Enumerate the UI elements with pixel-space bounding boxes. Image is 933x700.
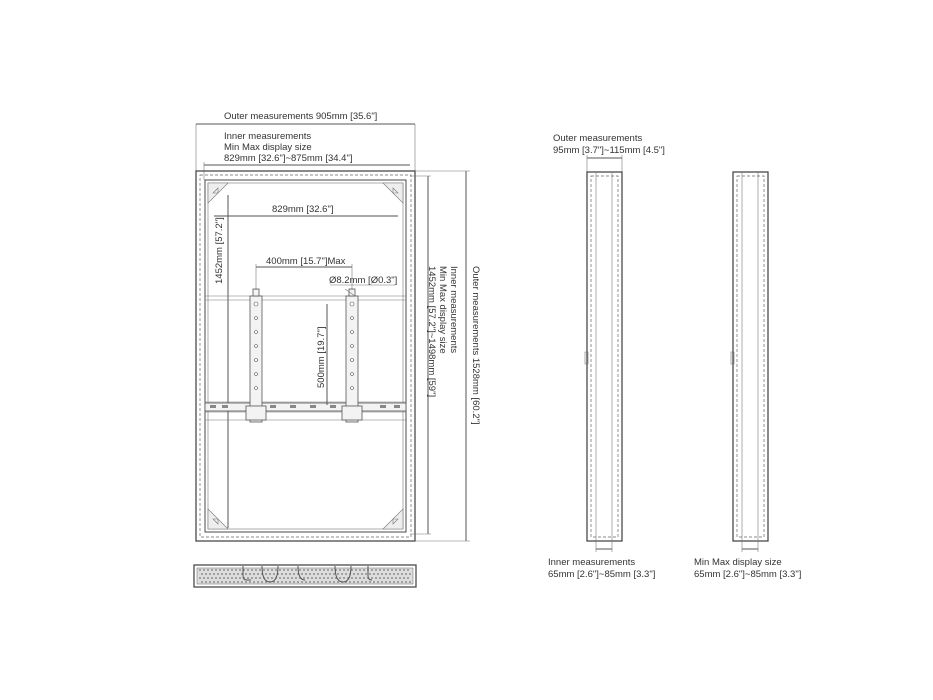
enclosure-outer [196, 171, 415, 541]
inner-measurements-title: Inner measurements [224, 131, 312, 142]
bottom-speaker-bar [194, 565, 416, 587]
vesa-height-label: 500mm [19.7"] [316, 326, 327, 388]
inner-width-label: 829mm [32.6"] [272, 204, 334, 215]
hole-diameter-label: Ø8.2mm [Ø0.3"] [329, 275, 398, 286]
inner-height-title: Inner measurements [448, 266, 459, 354]
outer-height-label: Outer measurements 1528mm [60.2"] [470, 266, 481, 425]
side-view-2 [731, 172, 768, 552]
side1-outer-title: Outer measurements [553, 133, 643, 144]
side1-outer-depth: 95mm [3.7"]~115mm [4.5"] [553, 145, 665, 156]
inner-height-subtitle: Min Max display size [437, 266, 448, 354]
inner-height-range-label: 1452mm [57.2"]~1498mm [59"] [426, 266, 437, 398]
inner-height-label: 1452mm [57.2"] [214, 217, 225, 284]
vesa-width-label: 400mm [15.7"]Max [266, 256, 346, 267]
side2-title: Min Max display size [694, 557, 782, 568]
side-view-1 [585, 155, 622, 552]
side2-depth: 65mm [2.6"]~85mm [3.3"] [694, 569, 802, 580]
inner-width-range-label: 829mm [32.6"]~875mm [34.4"] [224, 153, 353, 164]
side1-inner-title: Inner measurements [548, 557, 636, 568]
inner-min-max-subtitle: Min Max display size [224, 142, 312, 153]
outer-width-label: Outer measurements 905mm [35.6"] [224, 111, 378, 122]
side1-inner-depth: 65mm [2.6"]~85mm [3.3"] [548, 569, 656, 580]
